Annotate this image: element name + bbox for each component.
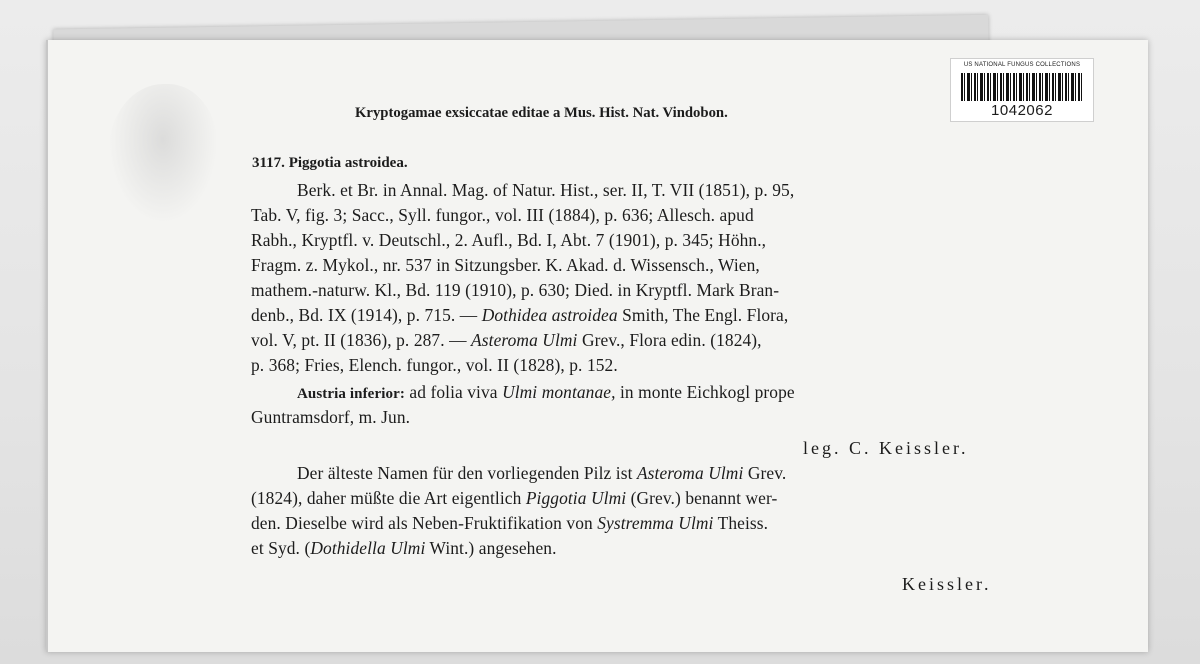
reference-line: p. 368; Fries, Elench. fungor., vol. II (1828), p. 152. xyxy=(251,355,618,375)
note-line xyxy=(251,513,768,534)
barcode-label xyxy=(950,58,1094,122)
note-text: et Syd. ( xyxy=(251,538,311,558)
reference-line xyxy=(251,305,788,326)
locality-region: Austria inferior: xyxy=(297,386,405,402)
note-line xyxy=(297,463,786,484)
reference-line: mathem.-naturw. Kl., Bd. 119 (1910), p. 630; Died. in Kryptfl. Mark Bran- xyxy=(251,280,780,300)
reference-text: Grev., Flora edin. (1824), xyxy=(577,330,762,350)
reference-line: Fragm. z. Mykol., nr. 537 in Sitzungsber. K. Akad. d. Wissensch., Wien, xyxy=(251,255,760,275)
synonym-name: Dothidea astroidea xyxy=(481,305,618,325)
locality-text: in monte Eichkogl prope xyxy=(615,382,795,402)
note-line xyxy=(251,538,557,559)
reference-line: Berk. et Br. in Annal. Mag. of Natur. Hist., ser. II, T. VII (1851), p. 95, xyxy=(297,180,795,200)
locality-text: ad folia viva xyxy=(404,382,503,402)
barcode-icon xyxy=(961,73,1083,101)
note-text: (Grev.) benannt wer- xyxy=(626,488,778,508)
reference-text: Smith, The Engl. Flora, xyxy=(617,305,789,325)
note-text: Grev. xyxy=(743,463,787,483)
paper-stain xyxy=(108,84,218,224)
note-text: (1824), daher müßte die Art eigentlich xyxy=(251,488,526,508)
locality-line xyxy=(297,382,795,403)
note-text: Wint.) angesehen. xyxy=(425,538,557,558)
note-text: Theiss. xyxy=(713,513,769,533)
host-name: Ulmi montanae, xyxy=(502,382,616,402)
reference-text: vol. V, pt. II (1836), p. 287. — xyxy=(251,330,472,350)
reference-line: Rabh., Kryptfl. v. Deutschl., 2. Aufl., Bd. I, Abt. 7 (1901), p. 345; Höhn., xyxy=(251,230,767,250)
note-text: Der älteste Namen für den vorliegenden Pilz ist xyxy=(297,463,637,483)
collector: leg. C. Keissler. xyxy=(803,438,969,458)
locality-line: Guntramsdorf, m. Jun. xyxy=(251,407,411,427)
note-line xyxy=(251,488,777,509)
species-name: Piggotia astroidea. xyxy=(288,155,408,171)
taxon-name: Piggotia Ulmi xyxy=(525,488,627,508)
taxon-name: Dothidella Ulmi xyxy=(310,538,426,558)
reference-text: denb., Bd. IX (1914), p. 715. — xyxy=(251,305,482,325)
synonym-name: Asteroma Ulmi xyxy=(471,330,578,350)
author-signature: Keissler. xyxy=(902,574,992,594)
species-number: 3117. xyxy=(252,155,285,171)
taxon-name: Asteroma Ulmi xyxy=(636,463,744,483)
barcode-institution: US NATIONAL FUNGUS COLLECTIONS xyxy=(963,62,1081,68)
taxon-name: Systremma Ulmi xyxy=(597,513,714,533)
label-header: Kryptogamae exsiccatae editae a Mus. Hist. Nat. Vindobon. xyxy=(355,105,728,121)
barcode-number: 1042062 xyxy=(991,102,1053,119)
note-text: den. Dieselbe wird als Neben-Fruktifikation von xyxy=(251,513,598,533)
species-title xyxy=(252,155,408,172)
reference-line: Tab. V, fig. 3; Sacc., Syll. fungor., vol. III (1884), p. 636; Allesch. apud xyxy=(251,205,754,225)
reference-line xyxy=(251,330,762,351)
